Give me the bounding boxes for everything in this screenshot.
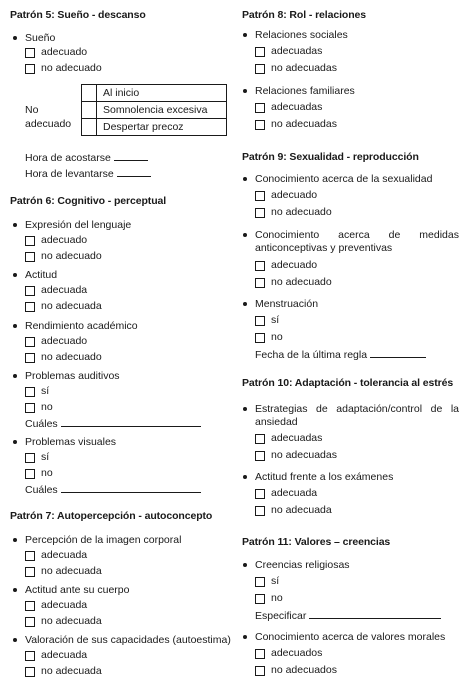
option-label: sí bbox=[41, 451, 50, 463]
option-row[interactable] bbox=[255, 664, 337, 677]
option-label: adecuada bbox=[41, 284, 88, 296]
option-row[interactable] bbox=[25, 665, 102, 678]
field-cuales-visuales[interactable] bbox=[25, 483, 201, 497]
field-label: Fecha de la última regla bbox=[255, 349, 368, 361]
option-label: no adecuada bbox=[41, 565, 102, 577]
item-valoracion-capacidades: Valoración de sus capacidades (autoestima) bbox=[25, 634, 231, 646]
checkbox[interactable] bbox=[255, 649, 265, 659]
field-label: Hora de acostarse bbox=[25, 152, 111, 164]
field-label: Cuáles bbox=[25, 484, 58, 496]
label-no-adecuado: No adecuado bbox=[25, 104, 72, 130]
option-row[interactable] bbox=[25, 649, 87, 662]
table-cell: Despertar precoz bbox=[97, 119, 227, 136]
item-valores-morales: Conocimiento acerca de valores morales bbox=[255, 631, 446, 643]
option-row[interactable] bbox=[25, 615, 102, 628]
item-expresion-lenguaje: Expresión del lenguaje bbox=[25, 219, 132, 231]
option-row[interactable] bbox=[255, 504, 332, 517]
checkbox[interactable] bbox=[25, 387, 35, 397]
option-row[interactable] bbox=[255, 432, 322, 445]
option-label: adecuada bbox=[271, 487, 318, 499]
checkbox[interactable] bbox=[25, 617, 35, 627]
item-actitud-examenes: Actitud frente a los exámenes bbox=[255, 471, 394, 483]
item-medidas-anticonceptivas: Conocimiento acerca de medidas anticonceptivas y preventivas bbox=[255, 229, 459, 254]
option-label: adecuado bbox=[271, 259, 318, 271]
option-row[interactable] bbox=[25, 385, 49, 398]
option-row[interactable] bbox=[255, 206, 332, 219]
table-check-cell[interactable] bbox=[82, 85, 97, 102]
option-label: no adecuadas bbox=[271, 449, 337, 461]
field-label: Hora de levantarse bbox=[25, 168, 114, 180]
checkbox[interactable] bbox=[25, 48, 35, 58]
option-label: adecuado bbox=[41, 46, 88, 58]
checkbox[interactable] bbox=[255, 208, 265, 218]
checkbox[interactable] bbox=[255, 594, 265, 604]
option-row[interactable] bbox=[255, 45, 322, 58]
option-label: no adecuadas bbox=[271, 118, 337, 130]
checkbox[interactable] bbox=[255, 451, 265, 461]
option-label: no adecuada bbox=[41, 665, 102, 677]
table-cell: Somnolencia excesiva bbox=[97, 102, 227, 119]
option-row[interactable] bbox=[25, 565, 102, 578]
option-label: sí bbox=[271, 314, 280, 326]
option-label: no adecuado bbox=[271, 206, 332, 218]
option-row[interactable] bbox=[255, 487, 317, 500]
item-actitud-cuerpo: Actitud ante su cuerpo bbox=[25, 584, 130, 596]
blank-line[interactable] bbox=[61, 417, 201, 427]
checkbox[interactable] bbox=[25, 601, 35, 611]
option-label: no adecuadas bbox=[271, 62, 337, 74]
option-label: no adecuada bbox=[41, 300, 102, 312]
option-row[interactable] bbox=[25, 62, 102, 75]
section-title-patron-8: Patrón 8: Rol - relaciones bbox=[242, 9, 367, 21]
option-label: adecuada bbox=[41, 549, 88, 561]
checkbox[interactable] bbox=[25, 64, 35, 74]
option-row[interactable] bbox=[255, 575, 279, 588]
option-label: no bbox=[271, 592, 283, 604]
option-row[interactable] bbox=[255, 189, 317, 202]
section-title-patron-11: Patrón 11: Valores – creencias bbox=[242, 536, 391, 548]
checkbox[interactable] bbox=[25, 469, 35, 479]
option-row[interactable] bbox=[25, 351, 102, 364]
option-row[interactable] bbox=[255, 101, 322, 114]
checkbox[interactable] bbox=[25, 236, 35, 246]
table-row bbox=[82, 85, 227, 102]
item-actitud: Actitud bbox=[25, 269, 58, 281]
table-check-cell[interactable] bbox=[82, 102, 97, 119]
field-hora-levantarse[interactable] bbox=[25, 167, 151, 181]
checkbox[interactable] bbox=[255, 103, 265, 113]
item-imagen-corporal: Percepción de la imagen corporal bbox=[25, 534, 182, 546]
section-title-patron-10: Patrón 10: Adaptación - tolerancia al estrés bbox=[242, 377, 454, 389]
option-label: adecuadas bbox=[271, 432, 323, 444]
field-cuales-auditivos[interactable] bbox=[25, 417, 201, 431]
blank-line[interactable] bbox=[114, 151, 148, 161]
option-label: no adecuado bbox=[41, 62, 102, 74]
option-row[interactable] bbox=[25, 234, 87, 247]
option-row[interactable] bbox=[25, 467, 53, 480]
item-conocimiento-sexualidad: Conocimiento acerca de la sexualidad bbox=[255, 173, 433, 185]
option-label: adecuado bbox=[271, 189, 318, 201]
option-row[interactable] bbox=[25, 451, 49, 464]
option-row[interactable] bbox=[255, 62, 337, 75]
option-row[interactable] bbox=[255, 118, 337, 131]
checkbox[interactable] bbox=[255, 506, 265, 516]
checkbox[interactable] bbox=[25, 551, 35, 561]
blank-line[interactable] bbox=[117, 167, 151, 177]
checkbox[interactable] bbox=[255, 434, 265, 444]
checkbox[interactable] bbox=[255, 261, 265, 271]
option-label: no adecuados bbox=[271, 664, 337, 676]
option-label: no adecuada bbox=[271, 504, 332, 516]
checkbox[interactable] bbox=[25, 453, 35, 463]
checkbox[interactable] bbox=[255, 191, 265, 201]
table-row bbox=[82, 102, 227, 119]
option-row[interactable] bbox=[25, 549, 87, 562]
option-label: no adecuada bbox=[41, 615, 102, 627]
option-label: adecuado bbox=[41, 335, 88, 347]
option-row[interactable] bbox=[25, 300, 102, 313]
option-row[interactable] bbox=[25, 401, 53, 414]
option-row[interactable] bbox=[255, 592, 283, 605]
checkbox[interactable] bbox=[25, 567, 35, 577]
checkbox[interactable] bbox=[255, 333, 265, 343]
checkbox[interactable] bbox=[25, 651, 35, 661]
checkbox[interactable] bbox=[25, 337, 35, 347]
field-label: Especificar bbox=[255, 610, 307, 622]
option-row[interactable] bbox=[25, 599, 87, 612]
table-cell: Al inicio bbox=[97, 85, 227, 102]
section-title-patron-6: Patrón 6: Cognitivo - perceptual bbox=[10, 195, 167, 207]
option-label: adecuada bbox=[41, 599, 88, 611]
field-label: Cuáles bbox=[25, 418, 58, 430]
blank-line[interactable] bbox=[309, 609, 441, 619]
option-label: sí bbox=[41, 385, 50, 397]
option-label: adecuadas bbox=[271, 45, 323, 57]
section-title-patron-7: Patrón 7: Autopercepción - autoconcepto bbox=[10, 510, 213, 522]
checkbox[interactable] bbox=[25, 403, 35, 413]
item-sueno: Sueño bbox=[25, 32, 56, 44]
item-problemas-visuales: Problemas visuales bbox=[25, 436, 117, 448]
item-problemas-auditivos: Problemas auditivos bbox=[25, 370, 120, 382]
checkbox[interactable] bbox=[25, 302, 35, 312]
option-label: adecuada bbox=[41, 649, 88, 661]
option-row[interactable] bbox=[255, 314, 279, 327]
option-label: no bbox=[41, 401, 53, 413]
option-row[interactable] bbox=[255, 331, 283, 344]
option-row[interactable] bbox=[25, 284, 87, 297]
option-label: adecuado bbox=[41, 234, 88, 246]
option-label: no adecuado bbox=[41, 250, 102, 262]
option-row[interactable] bbox=[255, 449, 337, 462]
item-menstruacion: Menstruación bbox=[255, 298, 319, 310]
option-label: sí bbox=[271, 575, 280, 587]
checkbox[interactable] bbox=[255, 278, 265, 288]
blank-line[interactable] bbox=[61, 483, 201, 493]
option-row[interactable] bbox=[255, 276, 332, 289]
sleep-problem-table bbox=[81, 84, 227, 136]
checkbox[interactable] bbox=[255, 666, 265, 676]
section-title-patron-9: Patrón 9: Sexualidad - reproducción bbox=[242, 151, 419, 163]
checkbox[interactable] bbox=[255, 64, 265, 74]
checkbox[interactable] bbox=[25, 667, 35, 677]
item-relaciones-sociales: Relaciones sociales bbox=[255, 29, 348, 41]
table-check-cell[interactable] bbox=[82, 119, 97, 136]
field-especificar[interactable] bbox=[255, 609, 441, 623]
option-label: no adecuado bbox=[41, 351, 102, 363]
item-creencias-religiosas: Creencias religiosas bbox=[255, 559, 350, 571]
checkbox[interactable] bbox=[255, 489, 265, 499]
option-row[interactable] bbox=[25, 335, 87, 348]
checkbox[interactable] bbox=[255, 120, 265, 130]
checkbox[interactable] bbox=[255, 577, 265, 587]
section-title-patron-5: Patrón 5: Sueño - descanso bbox=[10, 9, 146, 21]
checkbox[interactable] bbox=[25, 252, 35, 262]
blank-line[interactable] bbox=[370, 348, 426, 358]
field-hora-acostarse[interactable] bbox=[25, 151, 148, 165]
item-relaciones-familiares: Relaciones familiares bbox=[255, 85, 355, 97]
option-row[interactable] bbox=[25, 46, 87, 59]
option-label: no bbox=[271, 331, 283, 343]
item-rendimiento-academico: Rendimiento académico bbox=[25, 320, 138, 332]
checkbox[interactable] bbox=[255, 316, 265, 326]
checkbox[interactable] bbox=[25, 353, 35, 363]
option-label: no bbox=[41, 467, 53, 479]
checkbox[interactable] bbox=[25, 286, 35, 296]
option-row[interactable] bbox=[255, 647, 322, 660]
table-row bbox=[82, 119, 227, 136]
option-label: no adecuado bbox=[271, 276, 332, 288]
option-label: adecuados bbox=[271, 647, 323, 659]
field-fecha-ultima-regla[interactable] bbox=[255, 348, 426, 362]
option-row[interactable] bbox=[255, 259, 317, 272]
item-estrategias-adaptacion: Estrategias de adaptación/control de la ansiedad bbox=[255, 403, 459, 428]
option-label: adecuadas bbox=[271, 101, 323, 113]
option-row[interactable] bbox=[25, 250, 102, 263]
checkbox[interactable] bbox=[255, 47, 265, 57]
